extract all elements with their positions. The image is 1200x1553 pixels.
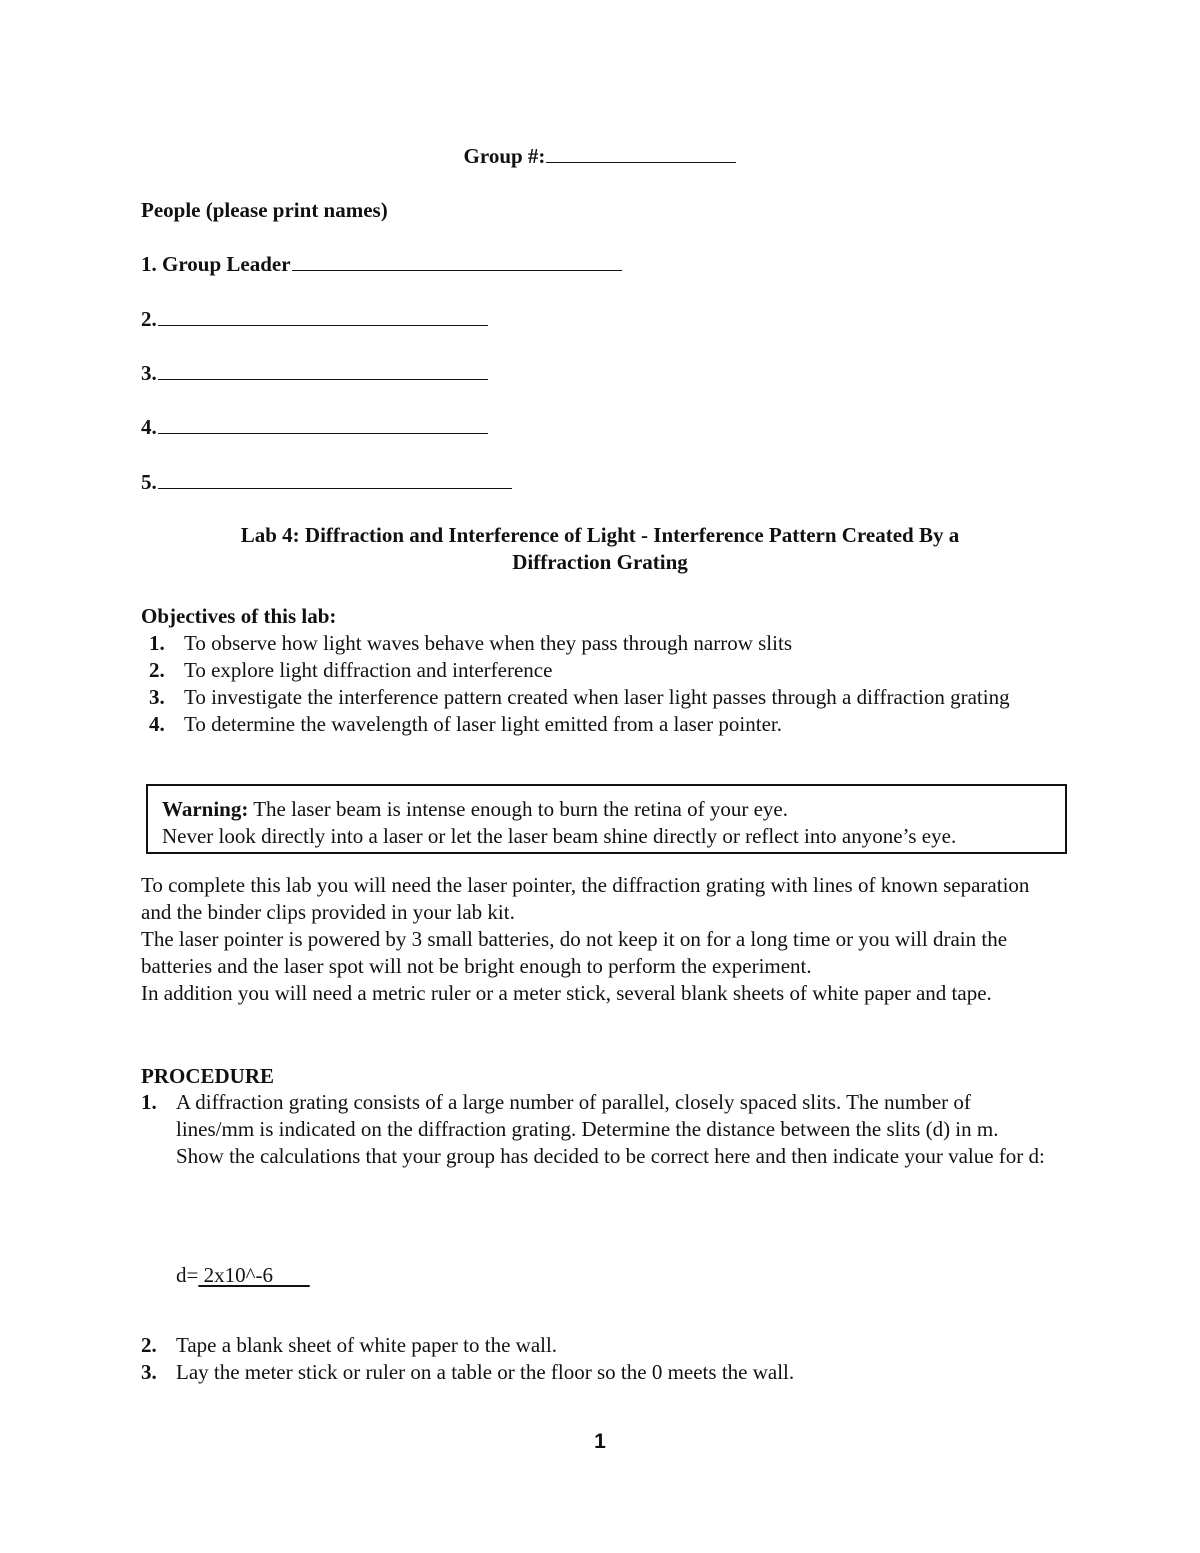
group-leader-blank[interactable] — [292, 269, 622, 271]
list-item — [149, 711, 1049, 738]
item-text: To determine the wavelength of laser light emitted from a laser pointer. — [184, 712, 782, 736]
group-number-line — [0, 146, 1200, 167]
item-number: 2. — [149, 658, 165, 682]
item-text: A diffraction grating consists of a large number of parallel, closely spaced slits. The number of lines/mm is indicated on the diffraction grating. Determine the distance between the slits (d) in m. Show the calculations that your group has decided to be correct here and then indicate your value for d: — [176, 1090, 1045, 1168]
member-line — [141, 363, 488, 384]
objectives-list — [149, 630, 1049, 738]
member-blank[interactable] — [158, 487, 512, 489]
intro-sentence: In addition you will need a metric ruler or a meter stick, several blank sheets of white paper and tape. — [141, 981, 992, 1005]
member-blank[interactable] — [158, 378, 488, 380]
item-text: To investigate the interference pattern created when laser light passes through a diffraction grating — [184, 685, 1010, 709]
member-label: 4. — [141, 415, 157, 439]
item-number: 3. — [149, 685, 165, 709]
member-line — [141, 309, 488, 330]
group-leader-line — [141, 254, 622, 275]
warning-text1: The laser beam is intense enough to burn the retina of your eye. — [248, 797, 788, 821]
procedure-step1 — [141, 1089, 1046, 1170]
member-label: 2. — [141, 307, 157, 331]
item-text: To observe how light waves behave when they pass through narrow slits — [184, 631, 792, 655]
group-number-blank[interactable] — [546, 161, 736, 163]
warning-line2: Never look directly into a laser or let the laser beam shine directly or reflect into anyone’s eye. — [162, 824, 957, 848]
member-blank[interactable] — [158, 432, 488, 434]
item-text: To explore light diffraction and interference — [184, 658, 553, 682]
member-line — [141, 417, 488, 438]
item-number: 1. — [141, 1090, 157, 1114]
member-blank[interactable] — [158, 324, 488, 326]
list-item — [141, 1332, 1046, 1359]
warning-box — [146, 784, 1067, 854]
item-number: 3. — [141, 1360, 157, 1384]
people-heading: People (please print names) — [141, 198, 388, 222]
group-leader-label: 1. Group Leader — [141, 252, 291, 276]
objectives-heading: Objectives of this lab: — [141, 604, 337, 628]
item-number: 4. — [149, 712, 165, 736]
intro-paragraph — [141, 872, 1056, 1007]
intro-sentence: To complete this lab you will need the laser pointer, the diffraction grating with lines of known separation and the binder clips provided in your lab kit. — [141, 873, 1030, 924]
list-item — [149, 684, 1049, 711]
list-item — [149, 657, 1049, 684]
list-item — [141, 1359, 1046, 1386]
lab-title-line1: Lab 4: Diffraction and Interference of Light - Interference Pattern Created By a — [240, 523, 960, 547]
warning-label: Warning: — [162, 797, 249, 821]
member-label: 3. — [141, 361, 157, 385]
item-number: 1. — [149, 631, 165, 655]
d-value-line — [176, 1265, 310, 1286]
item-text: Lay the meter stick or ruler on a table or the floor so the 0 meets the wall. — [176, 1360, 795, 1384]
list-item — [149, 630, 1049, 657]
warning-line1 — [162, 796, 1065, 823]
d-value-field[interactable]: 2x10^-6 — [198, 1263, 310, 1287]
item-number: 2. — [141, 1333, 157, 1357]
page-number: 1 — [594, 1430, 606, 1453]
member-label: 5. — [141, 470, 157, 494]
item-text: Tape a blank sheet of white paper to the wall. — [176, 1333, 558, 1357]
procedure-steps — [141, 1332, 1046, 1386]
procedure-heading: PROCEDURE — [141, 1064, 275, 1088]
group-number-label: Group #: — [463, 144, 546, 168]
list-item — [141, 1089, 1046, 1170]
intro-sentence: The laser pointer is powered by 3 small batteries, do not keep it on for a long time or you will drain the batteries and the laser spot will not be bright enough to perform the experiment. — [141, 927, 1008, 978]
lab-title-line2: Diffraction Grating — [512, 550, 688, 574]
member-line — [141, 472, 512, 493]
d-label: d= — [176, 1263, 199, 1287]
